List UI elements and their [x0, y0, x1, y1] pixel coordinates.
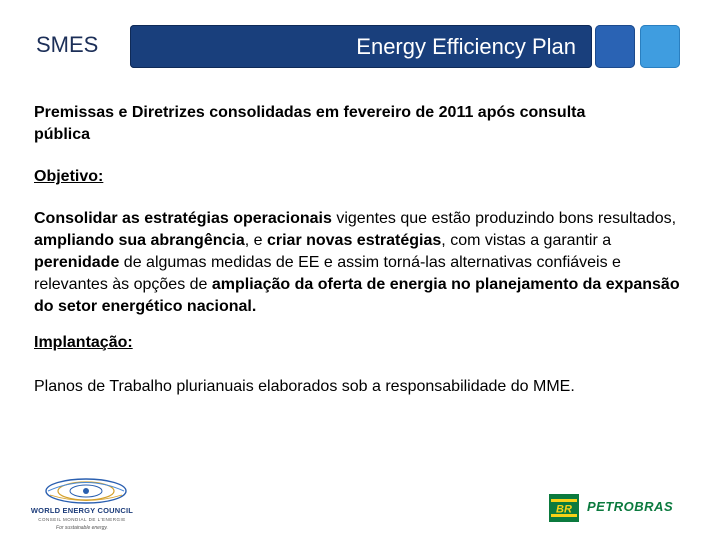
objective-segment: , com vistas a garantir a [441, 232, 612, 249]
slide-content [34, 102, 698, 395]
wec-logo [26, 476, 138, 534]
objective-text [34, 208, 698, 318]
objective-segment-bold: ampliando sua abrangência [34, 232, 245, 249]
banner-square-dark [595, 25, 635, 68]
objective-segment-bold: ampliação da oferta de energia no planejamento da expansão do setor energético nacional. [34, 276, 680, 315]
objective-heading: Objetivo: [34, 168, 104, 185]
br-logo-text: BR [556, 503, 572, 516]
wec-tagline: For sustainable energy. [56, 525, 108, 531]
br-logo-icon [549, 494, 579, 522]
wec-subtitle: CONSEIL MONDIAL DE L'ENERGIE [38, 517, 126, 522]
petrobras-name: PETROBRAS [587, 499, 674, 514]
banner-square-light [640, 25, 680, 68]
title-banner [130, 25, 592, 68]
objective-segment-bold: perenidade [34, 254, 120, 271]
intro-line-1: Premissas e Diretrizes consolidadas em fevereiro de 2011 após consulta [34, 104, 586, 121]
wec-name: WORLD ENERGY COUNCIL [30, 506, 134, 515]
objective-segment: de algumas medidas de EE e assim torná-las alternativas confiáveis e relevantes às opções de [34, 254, 621, 293]
implementation-heading: Implantação: [34, 334, 133, 351]
header-org: SMES [36, 32, 99, 57]
intro-line-2: pública [34, 126, 91, 143]
implementation-text: Planos de Trabalho plurianuais elaborados sob a responsabilidade do MME. [34, 378, 575, 395]
banner-title: Energy Efficiency Plan [356, 34, 576, 59]
objective-segment-bold: criar novas estratégias [266, 232, 442, 249]
objective-segment: vigentes que estão produzindo bons resultados, [331, 210, 677, 227]
petrobras-logo [549, 494, 689, 524]
objective-segment: , e [244, 232, 267, 249]
intro-paragraph [34, 102, 698, 146]
globe-icon [42, 476, 130, 506]
objective-segment-bold: Consolidar as estratégias operacionais [34, 210, 332, 227]
